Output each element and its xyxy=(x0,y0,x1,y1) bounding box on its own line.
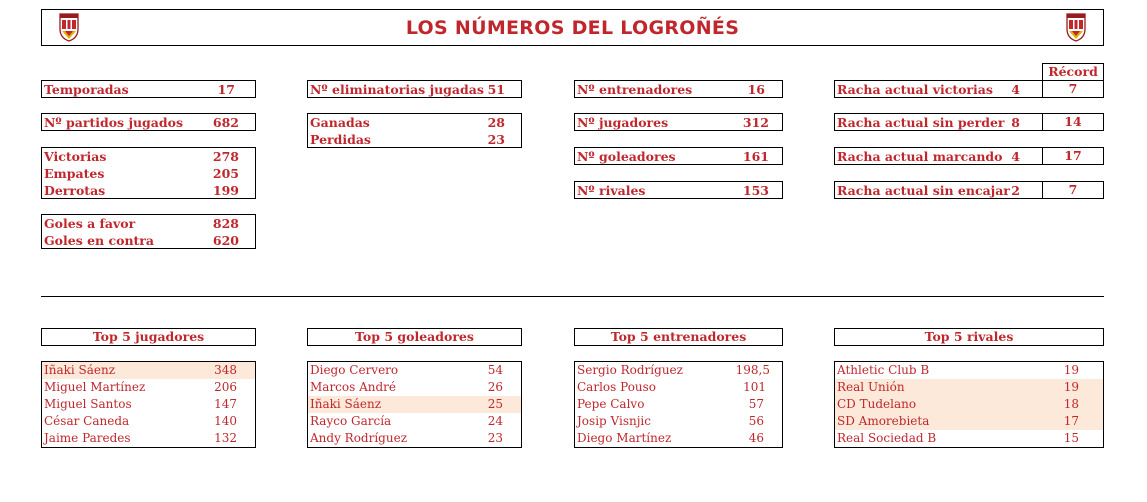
temporadas-label: Temporadas xyxy=(44,82,129,97)
list-item xyxy=(42,362,255,379)
jugadores-count-box xyxy=(574,113,783,131)
list-item-value: 348 xyxy=(214,363,237,377)
list-item-value: 23 xyxy=(487,431,503,445)
list-item-name: Miguel Santos xyxy=(44,397,132,411)
racha-sin-encajar-label: Racha actual sin encajar xyxy=(837,183,1010,198)
top-goleadores-header: Top 5 goleadores xyxy=(307,328,522,346)
racha-sin-perder-record: 14 xyxy=(1042,113,1104,131)
list-item-name: Andy Rodríguez xyxy=(310,431,408,445)
list-item-name: César Caneda xyxy=(44,414,130,428)
racha-marcando-value: 4 xyxy=(1011,149,1020,164)
record-header: Récord xyxy=(1042,63,1104,81)
racha-sin-perder-box xyxy=(834,113,1043,131)
entrenadores-count-value: 16 xyxy=(747,82,765,97)
empates-label: Empates xyxy=(44,166,105,181)
list-item xyxy=(42,430,255,447)
temporadas-value: 17 xyxy=(217,82,235,97)
list-item xyxy=(575,396,782,413)
list-item-name: Athletic Club B xyxy=(837,363,930,377)
jugadores-count-value: 312 xyxy=(742,115,769,130)
section-divider xyxy=(41,296,1104,297)
perdidas-label: Perdidas xyxy=(310,132,371,147)
eliminatorias-value: 51 xyxy=(487,82,505,97)
jugadores-count-label: Nº jugadores xyxy=(577,115,669,130)
eliminatorias-box xyxy=(307,80,522,98)
goles-favor-value: 828 xyxy=(212,216,239,231)
list-item-name: Iñaki Sáenz xyxy=(44,363,116,377)
list-item xyxy=(835,413,1103,430)
eliminatorias-detalle-box xyxy=(307,113,522,148)
top-goleadores-list xyxy=(307,361,522,448)
list-item xyxy=(835,379,1103,396)
list-item-value: 26 xyxy=(487,380,503,394)
list-item xyxy=(835,430,1103,447)
goles-box xyxy=(41,214,256,249)
list-item-name: Diego Cervero xyxy=(310,363,399,377)
temporadas-box xyxy=(41,80,256,98)
partidos-value: 682 xyxy=(212,115,239,130)
list-item xyxy=(42,379,255,396)
goleadores-count-box xyxy=(574,147,783,165)
ganadas-value: 28 xyxy=(487,115,505,130)
resultados-box xyxy=(41,147,256,199)
victorias-label: Victorias xyxy=(44,149,107,164)
list-item xyxy=(835,396,1103,413)
club-crest-icon xyxy=(1065,12,1087,42)
list-item xyxy=(575,362,782,379)
club-crest-icon xyxy=(58,12,80,42)
list-item-value: 147 xyxy=(214,397,237,411)
list-item xyxy=(42,413,255,430)
list-item-value: 101 xyxy=(743,380,766,394)
list-item xyxy=(42,396,255,413)
top-rivales-header: Top 5 rivales xyxy=(834,328,1104,346)
racha-sin-encajar-record: 7 xyxy=(1042,181,1104,199)
list-item-name: SD Amorebieta xyxy=(837,414,930,428)
rivales-count-label: Nº rivales xyxy=(577,183,646,198)
eliminatorias-label: Nº eliminatorias jugadas xyxy=(310,82,484,97)
derrotas-label: Derrotas xyxy=(44,183,106,198)
racha-sin-encajar-box xyxy=(834,181,1043,199)
entrenadores-count-box xyxy=(574,80,783,98)
list-item-name: Real Sociedad B xyxy=(837,431,937,445)
list-item-name: Pepe Calvo xyxy=(577,397,645,411)
top-jugadores-header: Top 5 jugadores xyxy=(41,328,256,346)
page-title: LOS NÚMEROS DEL LOGROÑÉS xyxy=(405,16,740,39)
racha-sin-perder-label: Racha actual sin perder xyxy=(837,115,1005,130)
racha-victorias-label: Racha actual victorias xyxy=(837,82,993,97)
list-item-value: 18 xyxy=(1063,397,1079,411)
list-item-value: 56 xyxy=(748,414,764,428)
entrenadores-count-label: Nº entrenadores xyxy=(577,82,693,97)
list-item-name: Marcos André xyxy=(310,380,397,394)
list-item-name: Jaime Paredes xyxy=(44,431,131,445)
list-item-value: 140 xyxy=(214,414,237,428)
goles-contra-value: 620 xyxy=(212,233,239,248)
list-item-value: 17 xyxy=(1063,414,1079,428)
list-item-name: Real Unión xyxy=(837,380,905,394)
list-item xyxy=(308,362,521,379)
rivales-count-box xyxy=(574,181,783,199)
list-item-name: Rayco García xyxy=(310,414,392,428)
list-item-name: Iñaki Sáenz xyxy=(310,397,382,411)
list-item xyxy=(835,362,1103,379)
list-item xyxy=(308,413,521,430)
racha-victorias-value: 4 xyxy=(1011,82,1020,97)
goleadores-count-label: Nº goleadores xyxy=(577,149,676,164)
list-item-name: Sergio Rodríguez xyxy=(577,363,683,377)
list-item xyxy=(575,430,782,447)
list-item-name: CD Tudelano xyxy=(837,397,917,411)
list-item-value: 24 xyxy=(487,414,503,428)
top-entrenadores-list xyxy=(574,361,783,448)
list-item xyxy=(308,379,521,396)
racha-sin-encajar-value: 2 xyxy=(1011,183,1020,198)
list-item-name: Josip Visnjic xyxy=(577,414,651,428)
list-item-value: 54 xyxy=(487,363,503,377)
racha-marcando-record: 17 xyxy=(1042,147,1104,165)
list-item-value: 46 xyxy=(748,431,764,445)
ganadas-label: Ganadas xyxy=(310,115,370,130)
perdidas-value: 23 xyxy=(487,132,505,147)
title-banner xyxy=(41,9,1104,46)
list-item-value: 15 xyxy=(1063,431,1079,445)
list-item xyxy=(575,379,782,396)
list-item-name: Diego Martínez xyxy=(577,431,672,445)
top-jugadores-list xyxy=(41,361,256,448)
list-item xyxy=(308,396,521,413)
racha-sin-perder-value: 8 xyxy=(1011,115,1020,130)
top-entrenadores-header: Top 5 entrenadores xyxy=(574,328,783,346)
list-item-value: 198,5 xyxy=(735,363,770,377)
goles-contra-label: Goles en contra xyxy=(44,233,154,248)
goleadores-count-value: 161 xyxy=(742,149,769,164)
racha-victorias-box xyxy=(834,80,1043,98)
list-item-name: Carlos Pouso xyxy=(577,380,657,394)
list-item-value: 206 xyxy=(214,380,237,394)
racha-marcando-label: Racha actual marcando xyxy=(837,149,1003,164)
rivales-count-value: 153 xyxy=(742,183,769,198)
derrotas-value: 199 xyxy=(212,183,239,198)
list-item-name: Miguel Martínez xyxy=(44,380,146,394)
racha-marcando-box xyxy=(834,147,1043,165)
list-item-value: 57 xyxy=(748,397,764,411)
partidos-box xyxy=(41,113,256,131)
top-rivales-list xyxy=(834,361,1104,448)
goles-favor-label: Goles a favor xyxy=(44,216,136,231)
list-item xyxy=(575,413,782,430)
list-item-value: 25 xyxy=(487,397,503,411)
partidos-label: Nº partidos jugados xyxy=(44,115,184,130)
racha-victorias-record: 7 xyxy=(1042,80,1104,98)
victorias-value: 278 xyxy=(212,149,239,164)
empates-value: 205 xyxy=(212,166,239,181)
list-item-value: 19 xyxy=(1063,380,1079,394)
list-item xyxy=(308,430,521,447)
list-item-value: 132 xyxy=(214,431,237,445)
list-item-value: 19 xyxy=(1063,363,1079,377)
